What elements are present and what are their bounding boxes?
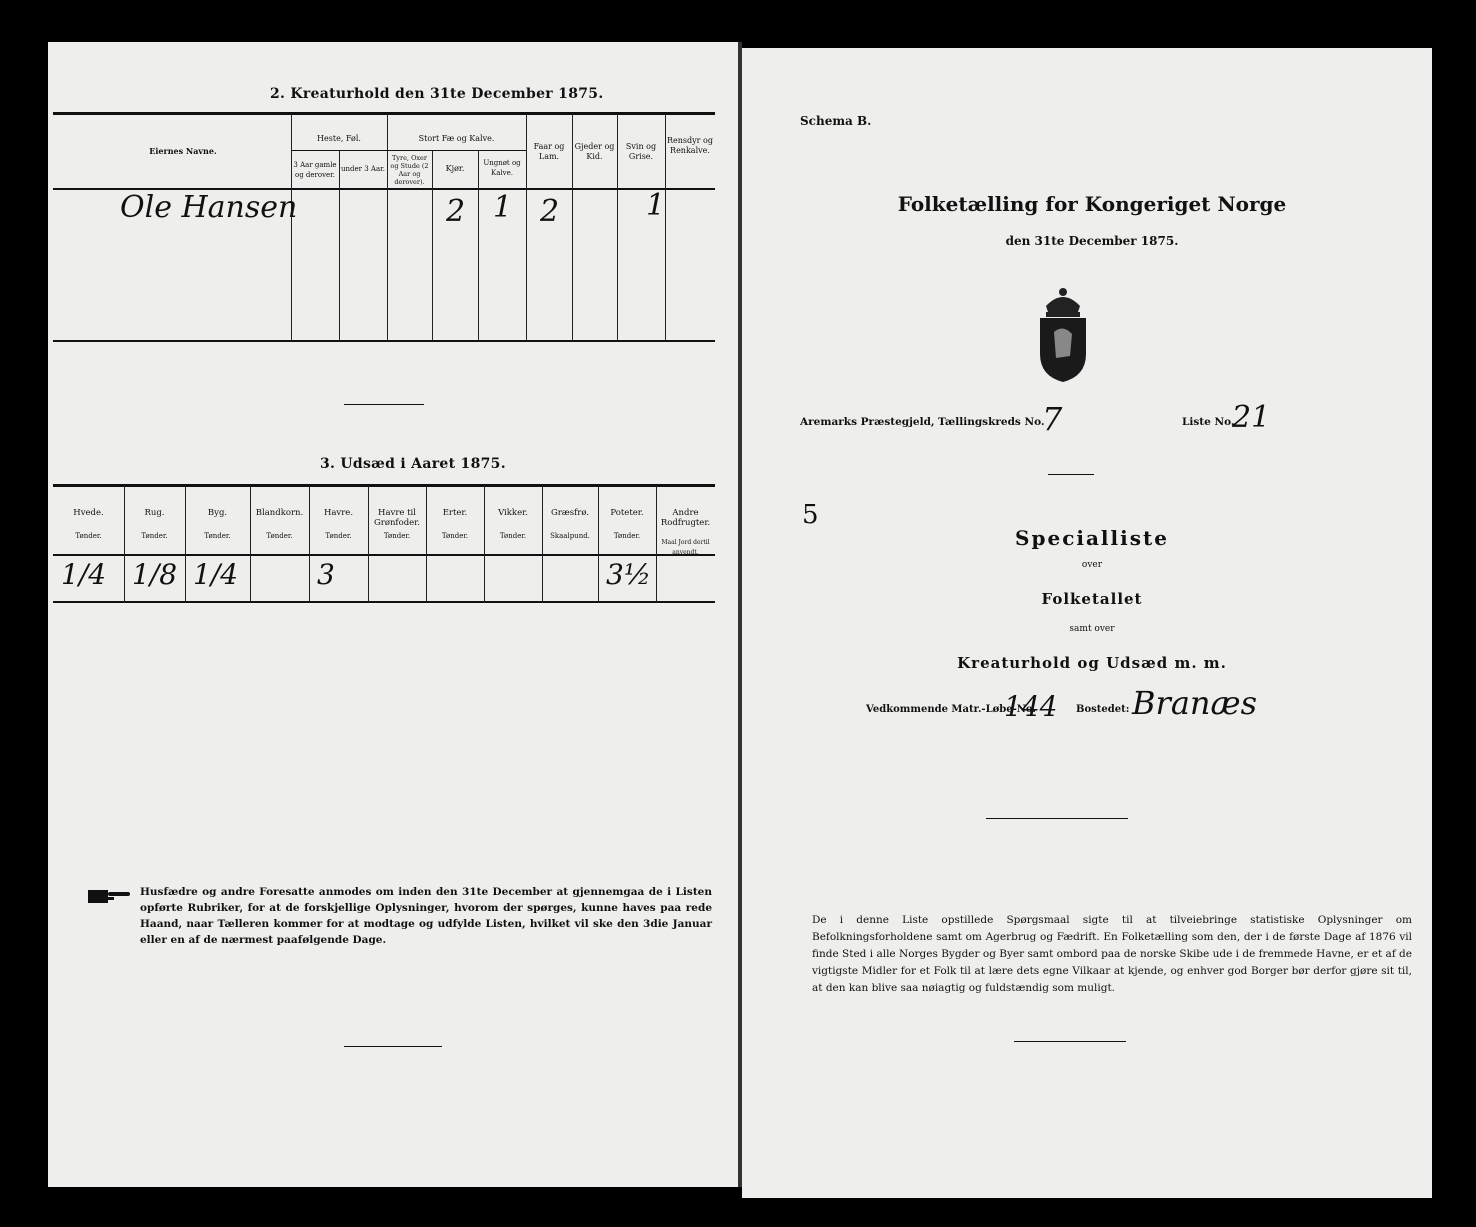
bosted-value: Branæs [1132, 684, 1257, 722]
separator [1048, 474, 1094, 475]
bosted-label: Bostedet: [1076, 704, 1130, 715]
matr-value: 144 [1004, 690, 1058, 723]
table3-divider [542, 486, 543, 602]
col-unit: Tønder. [441, 532, 469, 540]
table3-divider [250, 486, 251, 602]
col-name: Vikker. [498, 508, 528, 518]
col-svin: Svin og Grise. [625, 142, 657, 161]
col-stort-fae: Stort Fæ og Kalve. [418, 134, 495, 143]
col-unit: Tønder. [499, 532, 527, 540]
col-name: Hvede. [73, 508, 104, 518]
table3-header-rule [53, 554, 715, 556]
table3-bottom-rule [53, 601, 715, 603]
col-tyre-oxer: Tyre, Oxer og Stude (2 Aar og derover). [390, 154, 429, 186]
col-name: Havre. [323, 508, 354, 518]
separator [344, 404, 424, 405]
col-unit: Skaalpund. [550, 532, 590, 540]
col-name: Andre Rodfrugter. [660, 508, 711, 528]
col-ungnot: Ungnøt og Kalve. [483, 159, 521, 177]
table2-divider [478, 150, 479, 340]
separator [1014, 1041, 1126, 1042]
col-unit: Tønder. [266, 532, 293, 540]
table2-divider [291, 114, 292, 340]
col-unit: Tønder. [204, 532, 231, 540]
col-heste-under3: under 3 Aar. [341, 165, 385, 173]
col-unit: Tønder. [325, 532, 352, 540]
specialliste-heading: Specialliste [1015, 526, 1169, 550]
col-name: Blandkorn. [255, 508, 304, 518]
col-name: Havre til Grønfoder. [373, 508, 420, 528]
col-heste-3aar: 3 Aar gamle og derover. [293, 161, 337, 179]
left-page [48, 42, 742, 1187]
main-title: Folketælling for Kongeriget Norge [897, 192, 1287, 216]
svin-value: 1 [646, 188, 666, 223]
ungnot-value: 1 [493, 190, 513, 225]
schema-label: Schema B. [800, 114, 872, 128]
col-owner-names: Eiernes Navne. [149, 146, 217, 156]
col-kjor: Kjør. [445, 164, 465, 173]
table3-divider [368, 486, 369, 602]
col-unit: Tønder. [613, 532, 641, 540]
col-name: Græsfrø. [550, 508, 590, 518]
col-faar: Faar og Lam. [533, 142, 565, 161]
liste-label: Liste No. [1182, 416, 1235, 428]
table3-divider [484, 486, 485, 602]
col-name: Byg. [207, 508, 228, 518]
col-name: Rug. [144, 508, 165, 518]
table3-divider [185, 486, 186, 602]
udsaed-value: 1/4 [193, 558, 239, 591]
udsaed-value: 1/8 [132, 558, 178, 591]
footer-text: De i denne Liste opstillede Spørgsmaal sigte til at tilveiebringe statistiske Oplysninger om Befolkningsforholdene samt om Agerbrug og Fædrift. En Folketælling som den, der i de første Dage af 1876 vil finde Sted i alle Norges Bygder og Byer samt ombord paa de norske Skibe ude i de fremmede Havne, er et af de vigtigste Midler for et Folk til at lære dets egne Vilkaar at kjende, og enhver god Borger bør derfor gjøre sit til, at den kan blive saa nøiagtig og fuldstændig som muligt. [812, 914, 1412, 994]
separator [986, 818, 1128, 819]
folketallet-heading: Folketallet [1041, 590, 1143, 608]
col-heste: Heste, Føl. [317, 134, 361, 143]
table2-divider [387, 114, 388, 340]
section2-title: 2. Kreaturhold den 31te December 1875. [270, 86, 604, 102]
col-unit: Tønder. [75, 532, 102, 540]
table2-divider [339, 150, 340, 340]
table2-bottom-rule [53, 340, 715, 342]
col-name: Poteter. [610, 508, 644, 518]
margin-mark: 5 [802, 500, 819, 530]
udsaed-value: 1/4 [61, 558, 107, 591]
owner-name: Ole Hansen [120, 190, 298, 225]
main-date: den 31te December 1875. [1005, 234, 1179, 248]
col-unit: Maal Jord dertil anvendt. [661, 539, 710, 556]
table3-divider [426, 486, 427, 602]
norwegian-coat-of-arms-icon [1032, 284, 1094, 384]
kreds-label: Tællingskreds No. [938, 416, 1045, 428]
prestegjeld-label: Aremarks Præstegjeld, [800, 416, 935, 428]
col-unit: Tønder. [383, 532, 411, 540]
right-page [742, 48, 1432, 1198]
kreaturhold-heading: Kreaturhold og Udsæd m. m. [957, 654, 1227, 672]
section3-title: 3. Udsæd i Aaret 1875. [320, 456, 506, 472]
kreds-value: 7 [1042, 400, 1063, 438]
col-unit: Tønder. [141, 532, 168, 540]
table3-divider [124, 486, 125, 602]
notice-text: Husfædre og andre Foresatte anmodes om inden den 31te December at gjennemgaa de i Listen opførte Rubriker, for at de forskjellige Oplysninger, hvorom der spørges, kunne haves paa rede Haand, naar Tælleren kommer for at modtage og udfylde Listen, hvilket vil ske den 3die Januar eller en af de nærmest paafølgende Dage. [140, 886, 712, 946]
table2-top-rule [53, 112, 715, 115]
table3-divider [309, 486, 310, 602]
udsaed-value: 3 [317, 558, 335, 591]
table3-top-rule [53, 484, 715, 487]
samt-over-text: samt over [1069, 624, 1115, 634]
table2-divider [432, 150, 433, 340]
separator [344, 1046, 442, 1047]
faar-value: 2 [540, 194, 560, 229]
matr-label: Vedkommende Matr.-Løbe-No. [866, 704, 1036, 715]
table2-subheader-rule [291, 150, 526, 151]
table3-divider [598, 486, 599, 602]
col-name: Erter. [442, 508, 468, 518]
liste-value: 21 [1232, 400, 1271, 435]
over-text: over [1081, 560, 1103, 570]
col-gjeder: Gjeder og Kid. [574, 142, 615, 161]
pointing-hand-icon [88, 887, 132, 905]
kjor-value: 2 [446, 194, 466, 229]
udsaed-value: 3½ [606, 558, 651, 591]
col-rensdyr: Rensdyr og Renkalve. [667, 136, 713, 155]
